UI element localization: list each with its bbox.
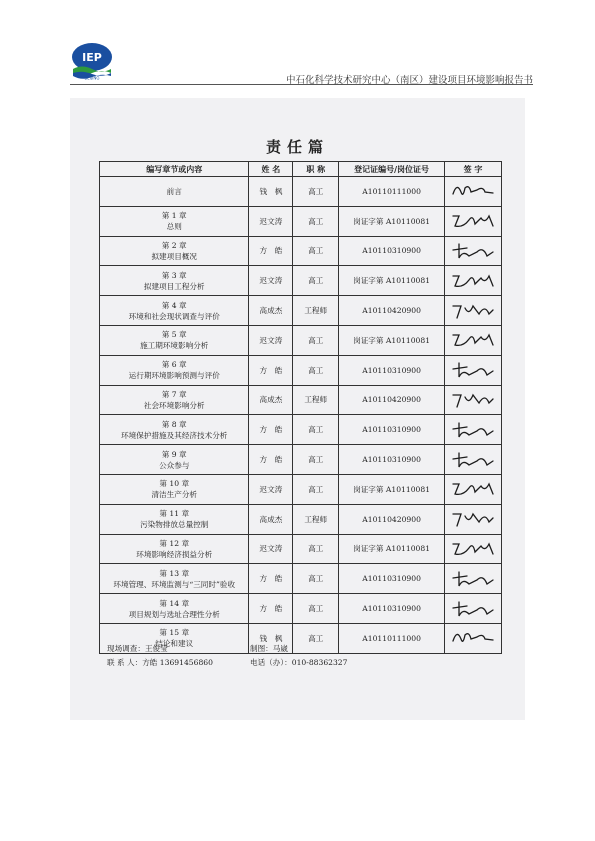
section-title: 公众参与 bbox=[159, 460, 190, 470]
certificate-number: 岗证字第 A10110081 bbox=[339, 534, 445, 564]
signature-cell bbox=[444, 534, 501, 564]
chapter-cell bbox=[100, 266, 249, 296]
section-title: 社会环境影响分析 bbox=[143, 400, 205, 410]
job-title: 高工 bbox=[293, 177, 339, 207]
handwritten-signature bbox=[447, 538, 499, 560]
certificate-number: A10110310900 bbox=[339, 415, 445, 445]
certificate-number: 岗证字第 A10110081 bbox=[339, 206, 445, 236]
signature-cell bbox=[444, 206, 501, 236]
author-name: 迟文涛 bbox=[249, 474, 293, 504]
signature-cell bbox=[444, 474, 501, 504]
author-name: 方 皓 bbox=[249, 415, 293, 445]
signature-cell bbox=[444, 296, 501, 326]
author-name: 方 皓 bbox=[249, 236, 293, 266]
column-header: 编写章节或内容 bbox=[100, 162, 249, 177]
chapter-number: 第 14 章 bbox=[159, 598, 190, 608]
signature-cell bbox=[444, 385, 501, 415]
scanned-document bbox=[70, 98, 525, 720]
header-title: 中石化科学技术研究中心（南区）建设项目环境影响报告书 bbox=[285, 75, 533, 86]
signature-cell bbox=[444, 623, 501, 653]
signature-cell bbox=[444, 236, 501, 266]
chapter-cell bbox=[100, 564, 249, 594]
author-name: 迟文涛 bbox=[249, 206, 293, 236]
signature-cell bbox=[444, 177, 501, 207]
iep-logo-icon bbox=[70, 42, 114, 80]
chapter-number: 第 15 章 bbox=[159, 628, 190, 638]
chapter-number: 第 11 章 bbox=[159, 509, 190, 519]
certificate-number: A10110111000 bbox=[339, 177, 445, 207]
certificate-number: A10110420900 bbox=[339, 504, 445, 534]
table-row bbox=[100, 236, 502, 266]
chapter-number: 第 6 章 bbox=[161, 360, 187, 370]
responsibility-table bbox=[99, 161, 502, 654]
job-title: 高工 bbox=[293, 564, 339, 594]
section-title: 运行期环境影响预测与评价 bbox=[128, 371, 220, 381]
column-header: 登记证编号/岗位证号 bbox=[339, 162, 445, 177]
table-row bbox=[100, 534, 502, 564]
section-title: 环境管理、环境监测与“三同时”验收 bbox=[113, 579, 236, 589]
table-row bbox=[100, 177, 502, 207]
table-row bbox=[100, 355, 502, 385]
table-row bbox=[100, 474, 502, 504]
handwritten-signature bbox=[447, 478, 499, 500]
chapter-number: 第 3 章 bbox=[161, 270, 187, 280]
signature-cell bbox=[444, 594, 501, 624]
chapter-number: 第 7 章 bbox=[161, 389, 187, 399]
job-title: 高工 bbox=[293, 266, 339, 296]
handwritten-signature bbox=[447, 329, 499, 351]
handwritten-signature bbox=[447, 180, 499, 202]
signature-cell bbox=[444, 325, 501, 355]
author-name: 迟文涛 bbox=[249, 325, 293, 355]
contact-info: 联 系 人：方皓 13691456860 bbox=[107, 658, 213, 667]
certificate-number: A10110111000 bbox=[339, 623, 445, 653]
signature-cell bbox=[444, 564, 501, 594]
table-row bbox=[100, 266, 502, 296]
job-title: 高工 bbox=[293, 445, 339, 475]
job-title: 工程师 bbox=[293, 504, 339, 534]
chapter-cell bbox=[100, 534, 249, 564]
handwritten-signature bbox=[447, 568, 499, 590]
certificate-number: A10110310900 bbox=[339, 594, 445, 624]
handwritten-signature bbox=[447, 210, 499, 232]
job-title: 高工 bbox=[293, 236, 339, 266]
handwritten-signature bbox=[447, 300, 499, 322]
chapter-cell bbox=[100, 206, 249, 236]
table-row bbox=[100, 504, 502, 534]
section-title: 环境和社会现状调查与评价 bbox=[128, 311, 220, 321]
chapter-number: 第 2 章 bbox=[161, 240, 187, 250]
column-header: 姓 名 bbox=[249, 162, 293, 177]
section-title: 污染物排放总量控制 bbox=[140, 520, 209, 530]
chapter-cell bbox=[100, 385, 249, 415]
certificate-number: A10110310900 bbox=[339, 355, 445, 385]
column-header: 职 称 bbox=[293, 162, 339, 177]
job-title: 高工 bbox=[293, 415, 339, 445]
section-title: 清洁生产分析 bbox=[151, 490, 198, 500]
handwritten-signature bbox=[447, 419, 499, 441]
table-row bbox=[100, 325, 502, 355]
author-name: 高成杰 bbox=[249, 385, 293, 415]
logo-subtext: BEIJING bbox=[84, 75, 100, 80]
author-name: 高成杰 bbox=[249, 296, 293, 326]
job-title: 高工 bbox=[293, 355, 339, 385]
chapter-cell bbox=[100, 355, 249, 385]
drafter-info: 制图：马崴 bbox=[250, 644, 288, 653]
section-title: 前言 bbox=[166, 186, 182, 196]
handwritten-signature bbox=[447, 598, 499, 620]
chapter-number: 第 13 章 bbox=[159, 568, 190, 578]
column-header: 签 字 bbox=[444, 162, 501, 177]
certificate-number: A10110310900 bbox=[339, 236, 445, 266]
certificate-number: A10110310900 bbox=[339, 564, 445, 594]
chapter-number: 第 4 章 bbox=[161, 300, 187, 310]
handwritten-signature bbox=[447, 389, 499, 411]
author-name: 方 皓 bbox=[249, 445, 293, 475]
author-name: 方 皓 bbox=[249, 594, 293, 624]
handwritten-signature bbox=[447, 240, 499, 262]
handwritten-signature bbox=[447, 449, 499, 471]
chapter-cell bbox=[100, 236, 249, 266]
document-title: 责任篇 bbox=[265, 138, 329, 156]
certificate-number: A10110420900 bbox=[339, 385, 445, 415]
signature-cell bbox=[444, 415, 501, 445]
table-row bbox=[100, 296, 502, 326]
job-title: 高工 bbox=[293, 534, 339, 564]
section-title: 结论和建议 bbox=[155, 639, 194, 649]
author-name: 方 皓 bbox=[249, 564, 293, 594]
chapter-cell bbox=[100, 445, 249, 475]
job-title: 高工 bbox=[293, 206, 339, 236]
header-divider bbox=[70, 84, 533, 85]
table-row bbox=[100, 385, 502, 415]
handwritten-signature bbox=[447, 270, 499, 292]
section-title: 环境保护措施及其经济技术分析 bbox=[121, 430, 228, 440]
section-title: 环境影响经济损益分析 bbox=[136, 549, 213, 559]
page-header bbox=[0, 0, 595, 90]
certificate-number: 岗证字第 A10110081 bbox=[339, 325, 445, 355]
section-title: 总则 bbox=[166, 222, 182, 232]
chapter-number: 第 10 章 bbox=[159, 479, 190, 489]
signature-cell bbox=[444, 445, 501, 475]
handwritten-signature bbox=[447, 627, 499, 649]
author-name: 迟文涛 bbox=[249, 266, 293, 296]
table-row bbox=[100, 415, 502, 445]
logo-text: IEP bbox=[82, 51, 102, 64]
job-title: 高工 bbox=[293, 623, 339, 653]
handwritten-signature bbox=[447, 359, 499, 381]
chapter-cell bbox=[100, 296, 249, 326]
section-title: 项目规划与选址合理性分析 bbox=[128, 609, 220, 619]
table-header-row bbox=[100, 162, 502, 177]
table-row bbox=[100, 445, 502, 475]
author-name: 方 皓 bbox=[249, 355, 293, 385]
author-name: 钱 枫 bbox=[249, 177, 293, 207]
chapter-cell bbox=[100, 415, 249, 445]
table-row bbox=[100, 206, 502, 236]
chapter-cell bbox=[100, 504, 249, 534]
chapter-cell bbox=[100, 474, 249, 504]
section-title: 拟建项目概况 bbox=[151, 251, 198, 261]
survey-info: 现场调查：王俊莹 bbox=[107, 644, 168, 653]
section-title: 拟建项目工程分析 bbox=[143, 281, 205, 291]
job-title: 高工 bbox=[293, 325, 339, 355]
chapter-number: 第 9 章 bbox=[161, 449, 187, 459]
table-row bbox=[100, 564, 502, 594]
author-name: 高成杰 bbox=[249, 504, 293, 534]
job-title: 工程师 bbox=[293, 296, 339, 326]
chapter-number: 第 8 章 bbox=[161, 419, 187, 429]
phone-info: 电话（办）：010-88362327 bbox=[250, 658, 348, 667]
certificate-number: 岗证字第 A10110081 bbox=[339, 474, 445, 504]
author-name: 钱 枫 bbox=[249, 623, 293, 653]
handwritten-signature bbox=[447, 508, 499, 530]
certificate-number: A10110420900 bbox=[339, 296, 445, 326]
chapter-number: 第 12 章 bbox=[159, 538, 190, 548]
author-name: 迟文涛 bbox=[249, 534, 293, 564]
chapter-number: 第 1 章 bbox=[161, 211, 187, 221]
signature-cell bbox=[444, 504, 501, 534]
chapter-cell bbox=[100, 594, 249, 624]
job-title: 高工 bbox=[293, 594, 339, 624]
job-title: 高工 bbox=[293, 474, 339, 504]
table-row bbox=[100, 594, 502, 624]
chapter-number: 第 5 章 bbox=[161, 330, 187, 340]
section-title: 施工期环境影响分析 bbox=[140, 341, 209, 351]
signature-cell bbox=[444, 266, 501, 296]
chapter-cell bbox=[100, 325, 249, 355]
chapter-cell bbox=[100, 177, 249, 207]
certificate-number: A10110310900 bbox=[339, 445, 445, 475]
signature-cell bbox=[444, 355, 501, 385]
job-title: 工程师 bbox=[293, 385, 339, 415]
certificate-number: 岗证字第 A10110081 bbox=[339, 266, 445, 296]
